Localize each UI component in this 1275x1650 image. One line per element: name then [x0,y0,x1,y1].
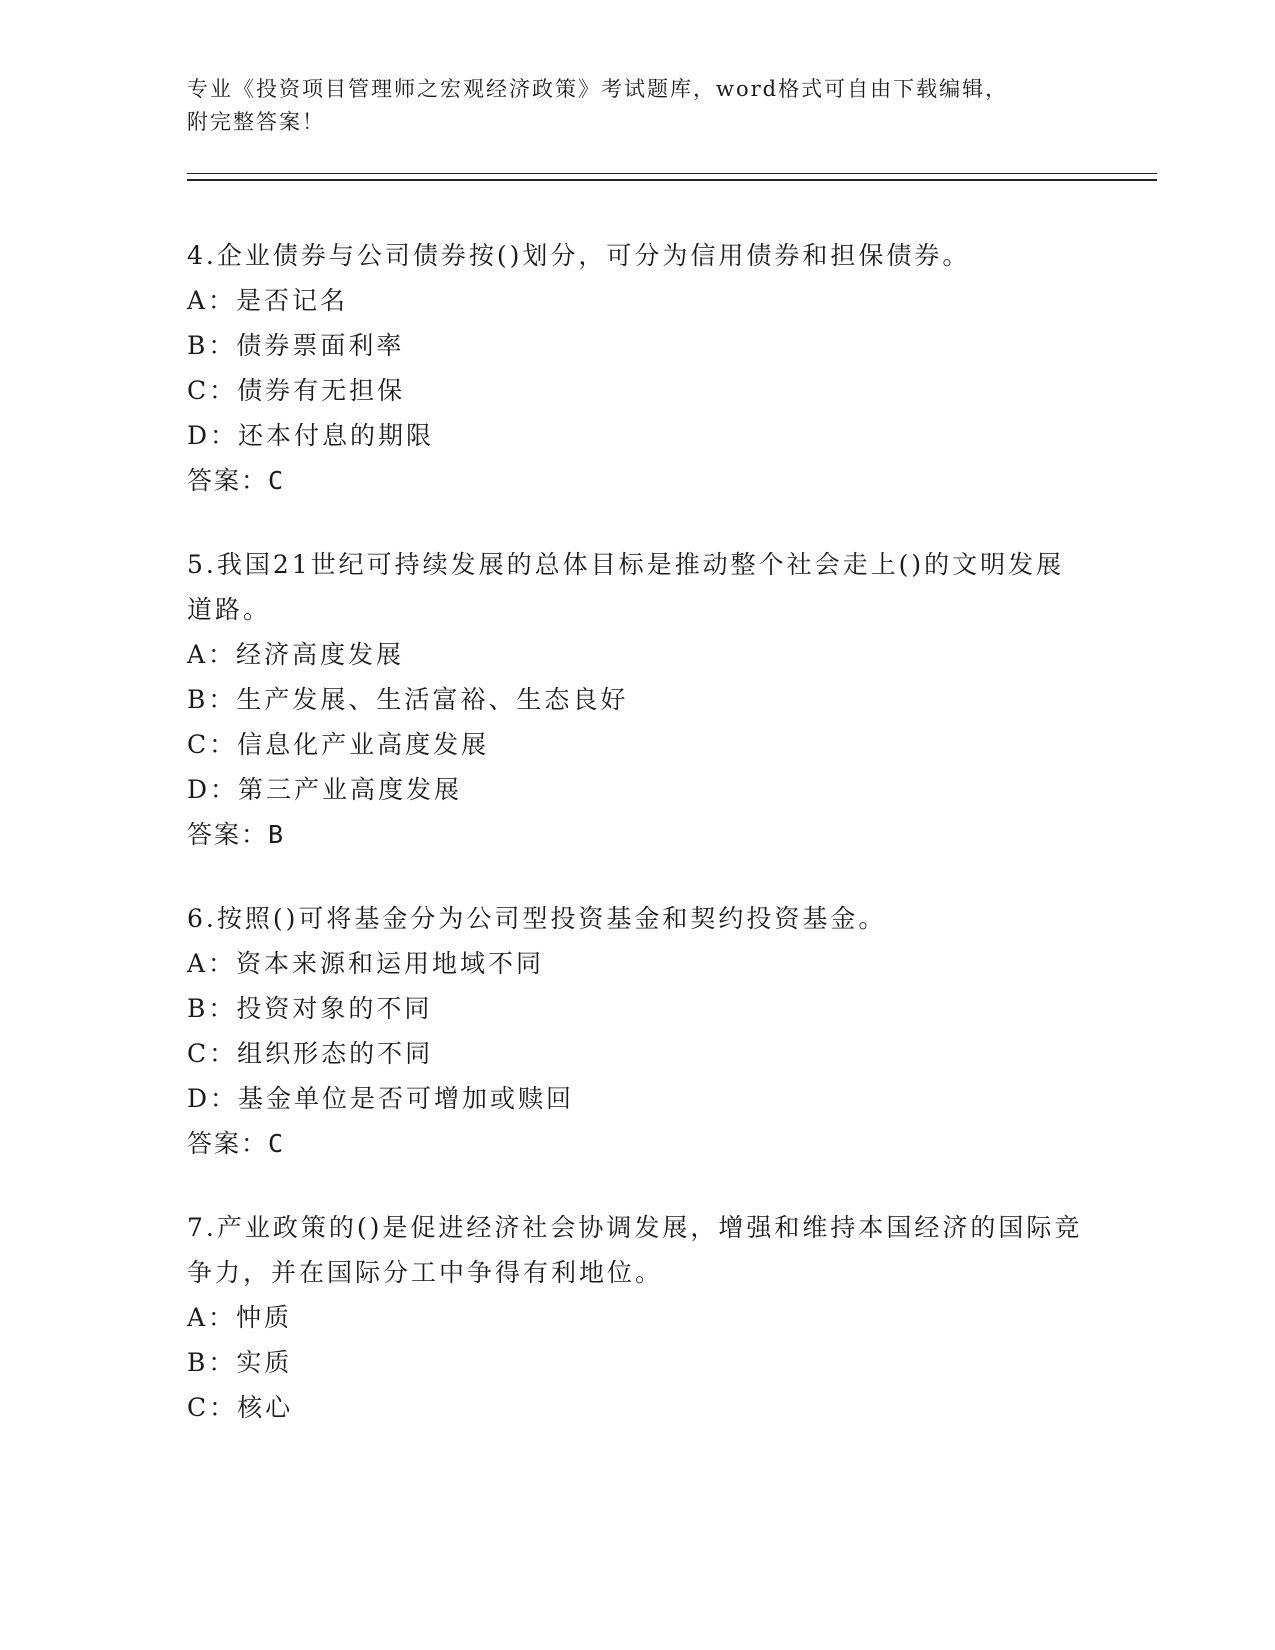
answer-label: 答案： [187,466,269,495]
question-text: 7.产业政策的()是促进经济社会协调发展，增强和维持本国经济的国际竞争力，并在国际分工中争得有利地位。 [187,1213,1083,1287]
option-d: D：还本付息的期限 [187,421,435,450]
option-d: D：第三产业高度发展 [187,775,463,804]
question-list [187,233,1157,1430]
header-line-1: 专业《投资项目管理师之宏观经济政策》考试题库，word格式可自由下载编辑， [187,77,1009,101]
question-text: 5.我国21世纪可持续发展的总体目标是推动整个社会走上()的文明发展道路。 [187,550,1065,624]
answer-label: 答案： [187,1129,269,1158]
answer-label: 答案： [187,820,269,849]
question-5 [187,542,1157,858]
question-4 [187,233,1157,504]
header-divider [187,173,1157,181]
option-b: B：实质 [187,1348,293,1377]
question-6 [187,896,1157,1167]
answer-line [187,1121,1157,1167]
answer-value: C [268,1129,286,1158]
question-text: 4.企业债券与公司债券按()划分，可分为信用债券和担保债券。 [187,241,971,270]
header-line-2: 附完整答案！ [187,110,325,134]
answer-line [187,458,1157,504]
option-c: C：信息化产业高度发展 [187,730,490,759]
document-header [187,73,1157,139]
option-b: B：投资对象的不同 [187,994,433,1023]
option-c: C：核心 [187,1393,294,1422]
answer-value: C [268,466,286,495]
option-c: C：组织形态的不同 [187,1039,434,1068]
option-a: A：忡质 [187,1303,293,1332]
option-a: A：经济高度发展 [187,640,405,669]
option-a: A：是否记名 [187,286,349,315]
question-7 [187,1205,1157,1430]
option-d: D：基金单位是否可增加或赎回 [187,1084,575,1113]
option-c: C：债券有无担保 [187,376,406,405]
question-text: 6.按照()可将基金分为公司型投资基金和契约投资基金。 [187,904,887,933]
answer-line [187,812,1157,858]
option-a: A：资本来源和运用地域不同 [187,949,545,978]
option-b: B：债券票面利率 [187,331,405,360]
option-b: B：生产发展、生活富裕、生态良好 [187,685,629,714]
document-page [187,0,1157,1468]
answer-value: B [268,820,286,849]
